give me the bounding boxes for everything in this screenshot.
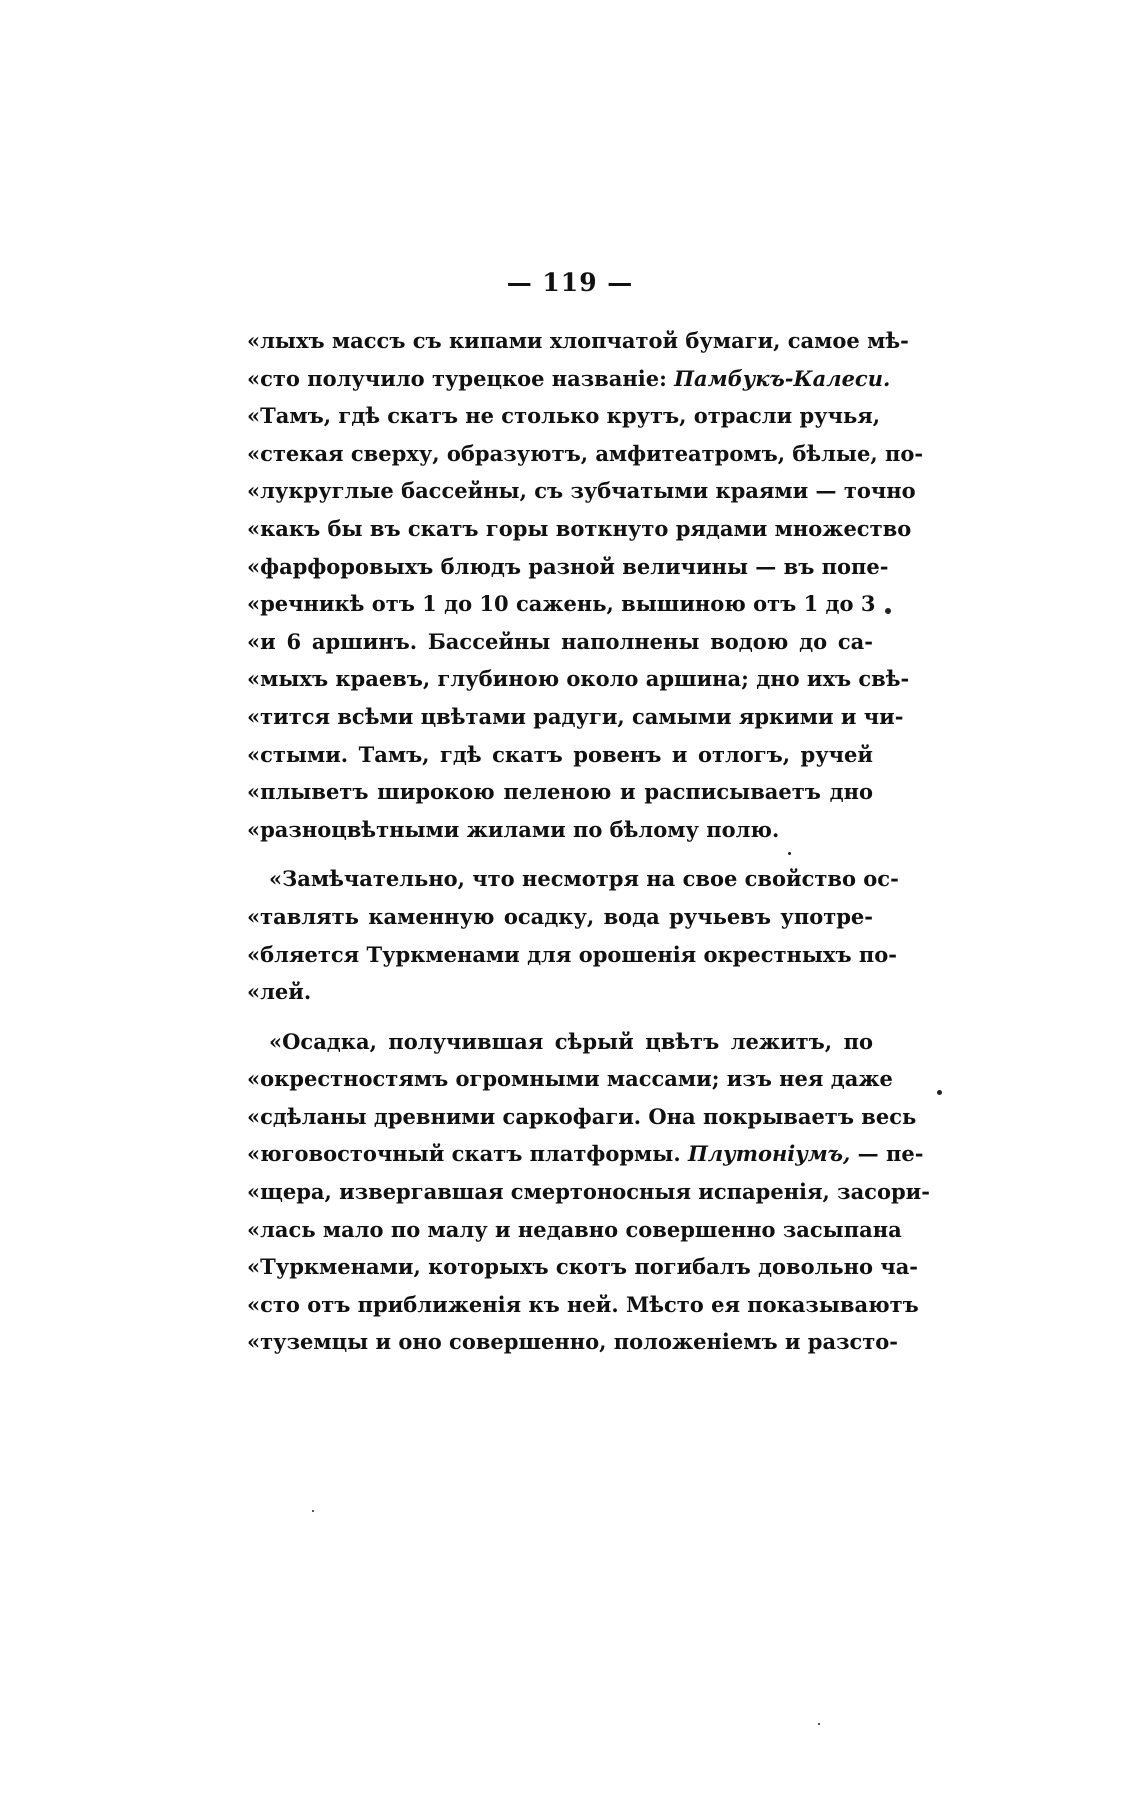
line-text: «Осадка, получившая сѣрый цвѣтъ лежитъ, по (269, 1028, 873, 1054)
italic-term: Памбукъ-Калеси. (674, 365, 891, 391)
line-text: «Туркменами, которыхъ скотъ погибалъ довольно ча- (247, 1254, 919, 1280)
line-text: «тавлять каменную осадку, вода ручьевъ употре- (247, 903, 873, 929)
line-text: «сто получило турецкое названіе: (247, 365, 675, 391)
paragraph-gap (247, 1011, 873, 1023)
line-text: «какъ бы въ скатъ горы воткнуто рядами множество (247, 515, 912, 541)
paragraph (247, 860, 899, 1010)
text-line (247, 322, 909, 360)
scan-speck (312, 1510, 314, 1512)
text-line (247, 736, 873, 774)
text-line (247, 548, 889, 586)
line-text: «фарфоровыхъ блюдъ разной величины — въ попе- (247, 553, 889, 579)
text-line (247, 1023, 873, 1061)
page-number: — 119 — (506, 268, 634, 297)
text-line (247, 472, 916, 510)
text-line (247, 1323, 898, 1361)
line-text: «мыхъ краевъ, глубиною около аршина; дно ихъ свѣ- (247, 666, 910, 692)
scan-speck (818, 1723, 820, 1725)
line-text: «стыми. Тамъ, гдѣ скатъ ровенъ и отлогъ, ручей (247, 741, 873, 767)
text-line (247, 435, 924, 473)
text-line (247, 510, 912, 548)
line-text: «юговосточный скатъ платформы. (247, 1141, 688, 1167)
line-text: «сто отъ приближенія къ ней. Мѣсто ея показываютъ (247, 1291, 919, 1317)
scan-speck (937, 1090, 942, 1095)
text-line (247, 1173, 930, 1211)
line-text: «лукруглые бассейны, съ зубчатыми краями — точно (247, 478, 916, 504)
text-line (247, 698, 904, 736)
text-line (247, 1135, 924, 1173)
line-text: «стекая сверху, образуютъ, амфитеатромъ, бѣлые, по- (247, 440, 924, 466)
scan-speck (788, 852, 791, 855)
line-text: «тится всѣми цвѣтами радуги, самыми яркими и чи- (247, 703, 904, 729)
text-line (247, 1211, 902, 1249)
line-text: «лей. (247, 979, 312, 1005)
text-line (247, 1286, 919, 1324)
line-text: «и 6 аршинъ. Бассейны наполнены водою до са- (247, 628, 873, 654)
text-line (247, 898, 873, 936)
paragraph (247, 322, 924, 848)
text-line (247, 360, 891, 398)
line-text: «щера, извергавшая смертоносныя испаренія, засори- (247, 1179, 930, 1205)
text-line (247, 1060, 893, 1098)
scan-speck (885, 608, 891, 614)
text-line (247, 1098, 917, 1136)
text-line (247, 1248, 919, 1286)
line-text: «сдѣланы древними саркофаги. Она покрываетъ весь (247, 1103, 917, 1129)
paragraph-gap (247, 848, 873, 860)
italic-term: Плутоніумъ, (687, 1141, 851, 1167)
line-text: «лыхъ массъ съ кипами хлопчатой бумаги, самое мѣ- (247, 328, 909, 353)
text-line (247, 397, 881, 435)
line-text: «разноцвѣтными жилами по бѣлому полю. (247, 816, 780, 842)
line-text: «туземцы и оно совершенно, положеніемъ и разсто- (247, 1329, 898, 1355)
line-text: «плыветъ широкою пеленою и расписываетъ дно (247, 779, 873, 805)
line-text: «Замѣчательно, что несмотря на свое свойство ос- (269, 866, 899, 892)
body-text (247, 322, 930, 1361)
line-text: «бляется Туркменами для орошенія окрестныхъ по- (247, 941, 897, 967)
text-line (247, 936, 897, 974)
text-line (247, 773, 873, 811)
line-text: «Тамъ, гдѣ скатъ не столько крутъ, отрасли ручья, (247, 403, 881, 429)
paragraph (247, 1023, 930, 1361)
line-text-after: — пе- (850, 1141, 924, 1167)
text-line (247, 660, 910, 698)
line-text: «окрестностямъ огромными массами; изъ нея даже (247, 1066, 893, 1092)
text-line (247, 585, 876, 623)
text-line (247, 860, 899, 898)
text-line (247, 973, 873, 1011)
line-text: «лась мало по малу и недавно совершенно засыпана (247, 1216, 902, 1242)
line-text: «речникѣ отъ 1 до 10 сажень, вышиною отъ 1 до 3 (247, 591, 876, 617)
text-line (247, 623, 873, 661)
text-line (247, 811, 873, 849)
